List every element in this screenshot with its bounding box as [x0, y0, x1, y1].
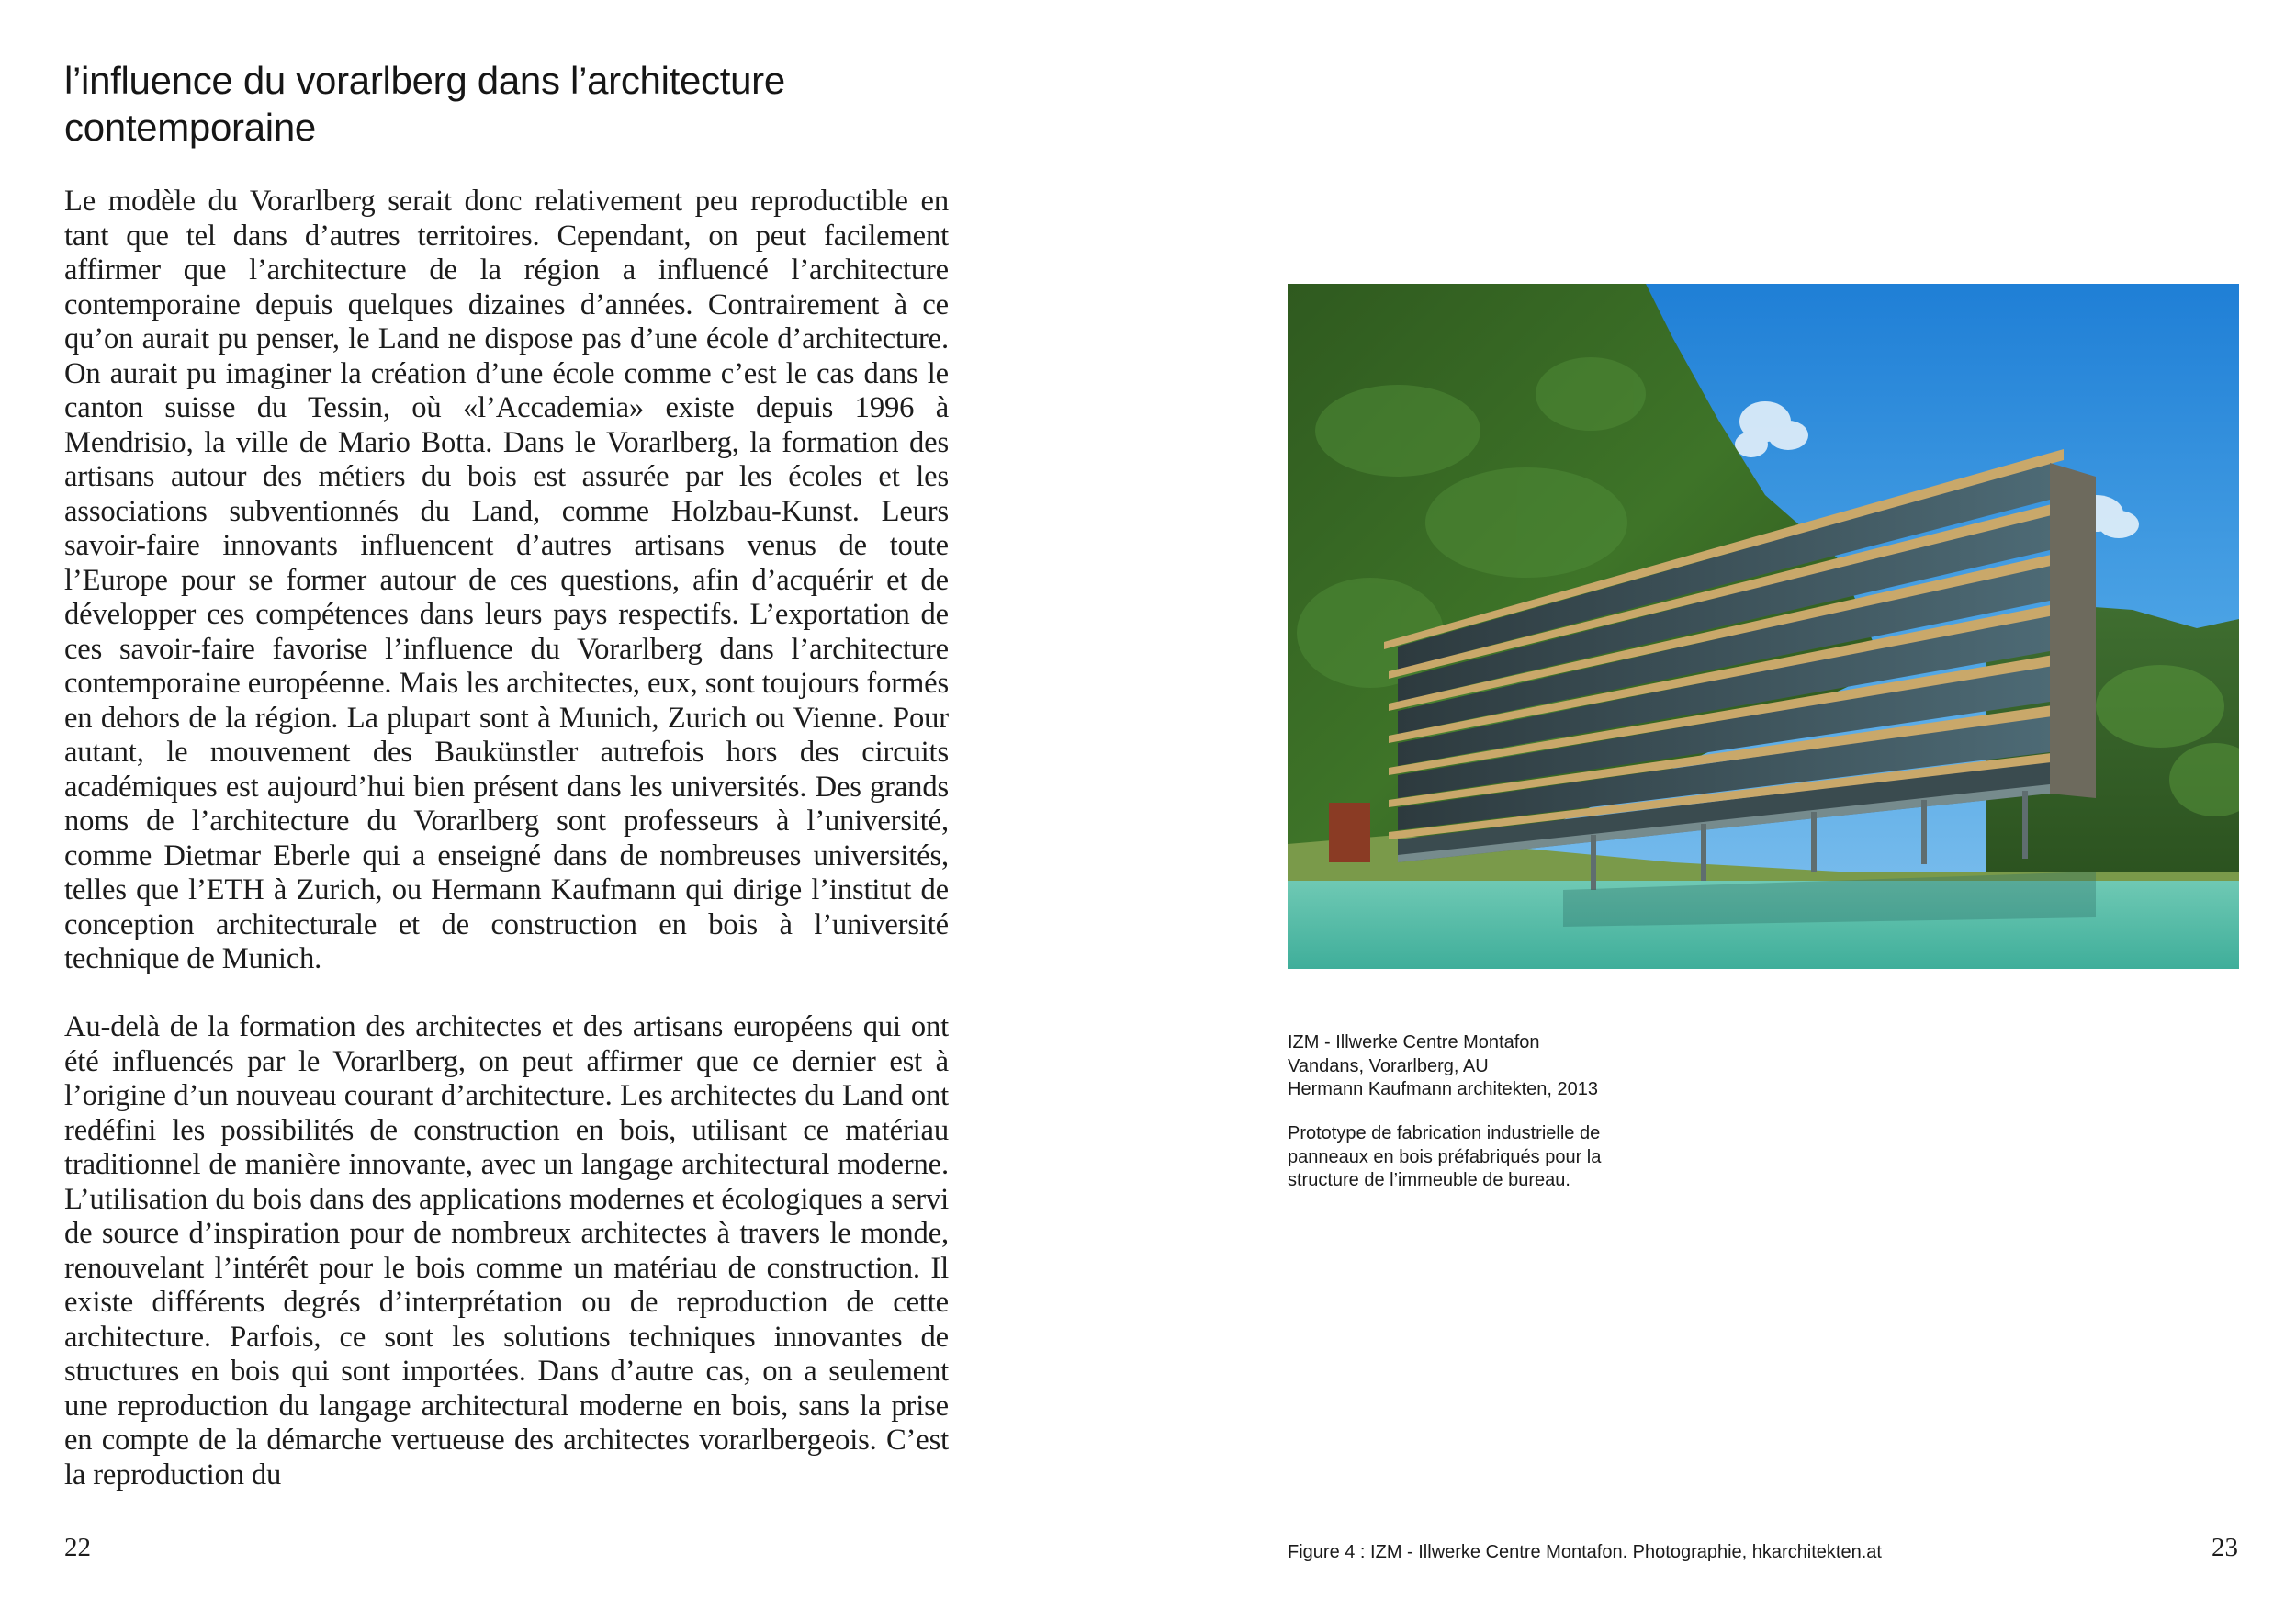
caption-line-2: Vandans, Vorarlberg, AU: [1288, 1055, 1489, 1076]
photo-caption-heading: [1288, 1031, 1673, 1102]
page-number-left: 22: [64, 1533, 91, 1562]
chapter-title: l’influence du vorarlberg dans l’architecture contemporaine: [64, 59, 785, 149]
figure-credit: Figure 4 : IZM - Illwerke Centre Montafon. Photographie, hkarchitekten.at: [1288, 1542, 1882, 1562]
building-photo: [1288, 284, 2239, 969]
body-paragraph-2: Au-delà de la formation des architectes et des artisans européens qui ont été influencés par le Vorarlberg, on peut affirmer que ce dernier est à l’origine d’un nouveau courant d’architecture. Les architectes du Land ont redéfini les possibilités de construction en bois, utilisant ce matériau traditionnel de manière innovante, avec un langage architectural moderne. L’utilisation du bois dans des applications modernes et écologiques a servi de source d’inspiration pour de nombreux architectes à travers le monde, renouvelant l’intérêt pour le bois comme un matériau de construction. Il existe différents degrés d’interprétation ou de reproduction de cette architecture. Parfois, ce sont les solutions techniques innovantes de structures en bois qui sont importées. Dans d’autre cas, on a seulement une reproduction du langage architectural moderne en bois, sans la prise en compte de la démarche vertueuse des architectes vorarlbergeois. C’est la reproduction du: [64, 1010, 949, 1492]
caption-description-line: Prototype de fabrication industrielle de: [1288, 1123, 1601, 1143]
caption-line-3: Hermann Kaufmann architekten, 2013: [1288, 1079, 1598, 1099]
body-paragraph-1: Le modèle du Vorarlberg serait donc relativement peu reproductible en tant que tel dans d’autres territoires. Cependant, on peut facilement affirmer que l’architecture de la région a influencé l’architecture contemporaine depuis quelques dizaines d’années. Contrairement à ce qu’on aurait pu penser, le Land ne dispose pas d’une école d’architecture. On aurait pu imaginer la création d’une école comme c’est le cas dans le canton suisse du Tessin, où «l’Accademia» existe depuis 1996 à Mendrisio, la ville de Mario Botta. Dans le Vorarlberg, la formation des artisans autour des métiers du bois est assurée par les écoles et les associations subventionnés du Land, comme Holzbau-Kunst. Leurs savoir-faire innovants influencent d’autres artisans venus de toute l’Europe pour se former autour de ces questions, afin d’acquérir et de développer ces compétences dans leurs pays respectifs. L’exportation de ces savoir-faire favorise l’influence du Vorarlberg dans l’architecture contemporaine européenne. Mais les architectes, eux, sont toujours formés en dehors de la région. La plupart sont à Munich, Zurich ou Vienne. Pour autant, le mouvement des Baukünstler autrefois hors des circuits académiques est aujourd’hui bien présent dans les universités. Des grands noms de l’architecture du Vorarlberg sont professeurs à l’université, comme Dietmar Eberle qui a enseigné dans de nombreuses universités, telles que l’ETH à Zurich, ou Hermann Kaufmann qui dirige l’institut de conception architecturale et de construction en bois à l’université technique de Munich.: [64, 185, 949, 975]
page-number-right: 23: [2212, 1533, 2238, 1562]
caption-line-1: IZM - Illwerke Centre Montafon: [1288, 1032, 1540, 1053]
caption-description-line: panneaux en bois préfabriqués pour la: [1288, 1146, 1602, 1167]
right-page: [1148, 0, 2296, 1621]
photo-caption-description: [1288, 1122, 1673, 1193]
caption-description-line: structure de l’immeuble de bureau.: [1288, 1170, 1570, 1190]
